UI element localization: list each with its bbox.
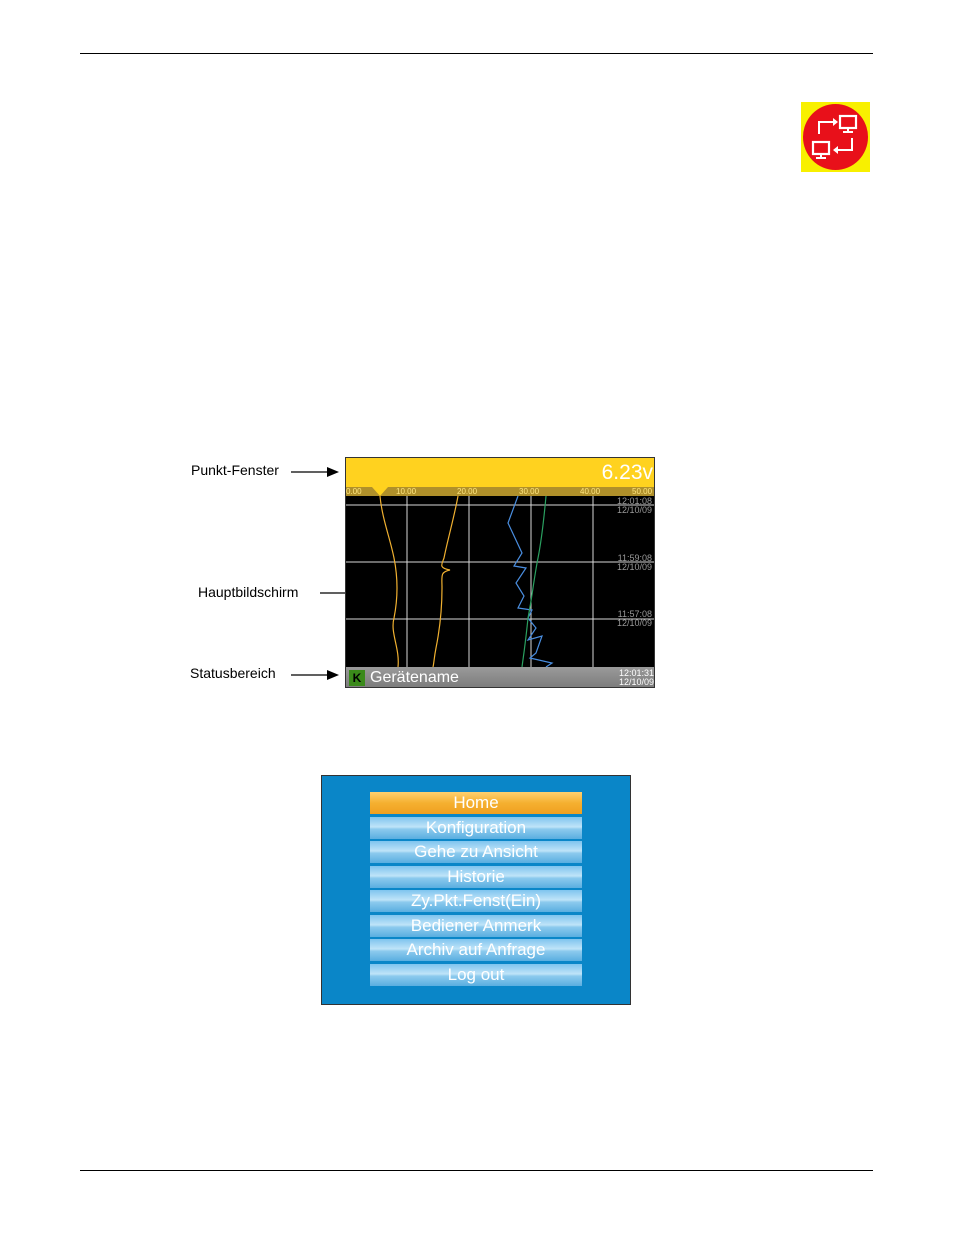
trace-3: [508, 496, 552, 667]
time-label: 12:01:08 12/10/09: [616, 496, 652, 515]
scale-tick: 20.00: [457, 487, 478, 496]
scale-tick: 0.00: [346, 487, 362, 496]
scale-tick: 40.00: [580, 487, 601, 496]
arrow-icon: [291, 465, 341, 479]
menu-item-log-out[interactable]: Log out: [370, 964, 582, 986]
callout-point-window: Punkt-Fenster: [191, 462, 279, 478]
menu-item-bediener-anmerk[interactable]: Bediener Anmerk: [370, 915, 582, 937]
trace-4: [522, 496, 546, 667]
trace-1: [380, 496, 398, 667]
scale-tick: 50.00: [632, 487, 653, 496]
scale-tick: 10.00: [396, 487, 417, 496]
point-value: 6.23v: [601, 461, 653, 484]
header-rule: [80, 53, 873, 54]
time-label: 11:57:08 12/10/09: [616, 609, 652, 628]
status-bar[interactable]: [346, 667, 655, 688]
recorder-screen[interactable]: [345, 457, 655, 688]
network-transfer-icon: [801, 102, 870, 172]
home-menu: [321, 775, 631, 1005]
callout-status-area: Statusbereich: [190, 665, 276, 681]
device-name: Gerätename: [370, 669, 459, 686]
logo-icon: K: [349, 670, 365, 686]
menu-item-gehe-zu-ansicht[interactable]: Gehe zu Ansicht: [370, 841, 582, 863]
trace-2: [433, 496, 458, 667]
scale-tick: 30.00: [519, 487, 540, 496]
trend-chart: [346, 458, 655, 688]
menu-item-zyklisches-punktfenster[interactable]: Zy.Pkt.Fenst(Ein): [370, 890, 582, 912]
arrow-icon: [291, 668, 341, 682]
menu-item-historie[interactable]: Historie: [370, 866, 582, 888]
time-label: 11:59:08 12/10/09: [616, 553, 652, 572]
status-clock: 12:01:31 12/10/09: [618, 668, 654, 687]
menu-item-archiv-auf-anfrage[interactable]: Archiv auf Anfrage: [370, 939, 582, 961]
menu-item-konfiguration[interactable]: Konfiguration: [370, 817, 582, 839]
footer-rule: [80, 1170, 873, 1171]
callout-main-screen: Hauptbildschirm: [198, 584, 299, 600]
menu-item-home[interactable]: Home: [370, 792, 582, 814]
